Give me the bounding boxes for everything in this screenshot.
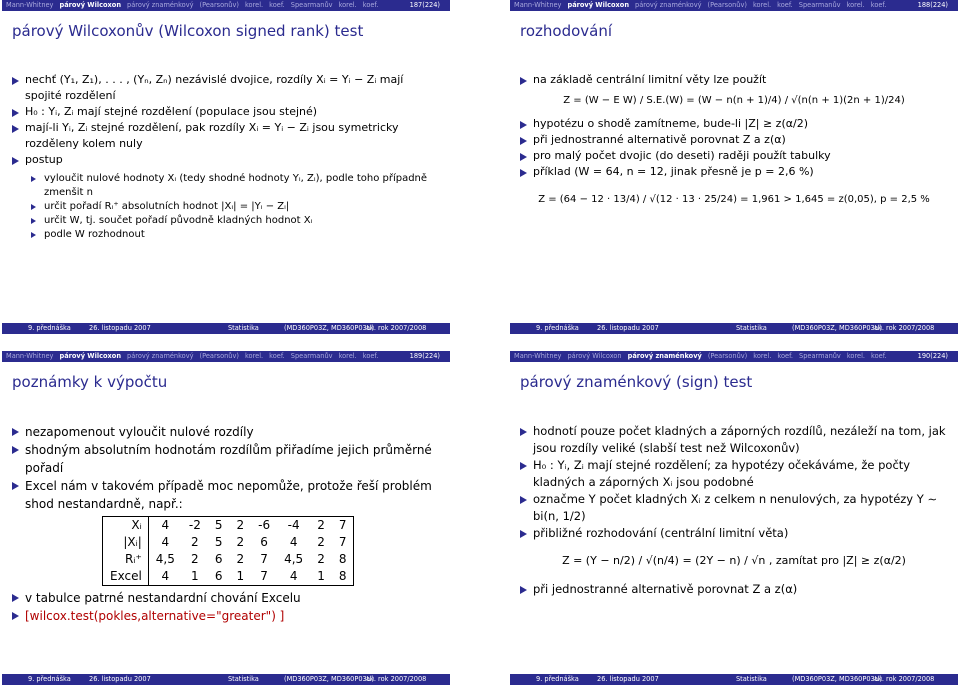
nav-item[interactable]: koef. [777, 1, 793, 9]
nav-item[interactable]: koef. [870, 1, 887, 9]
nav-item[interactable]: Spearmanův [290, 1, 333, 9]
slide-body [518, 72, 950, 215]
sub-bullet: vyloučit nulové hodnoty Xᵢ (tedy shodné hodnoty Yᵢ, Zᵢ), podle toho případně zmenšit n [29, 172, 442, 200]
nav-item[interactable]: korel. [338, 352, 357, 360]
nav-item[interactable]: koef. [362, 352, 379, 360]
table-cell: 6 [214, 552, 223, 566]
table-cell: 5 [208, 517, 230, 535]
sub-bullet: určit W, tj. součet pořadí původně kladných hodnot Xᵢ [29, 214, 442, 228]
bullet: označme Y počet kladných Xᵢ z celkem n nenulových, za hypotézy Y ∼ bi(n, 1/2) [518, 491, 950, 525]
row-header: Excel [103, 568, 149, 586]
page-number: 190(224) [917, 352, 948, 360]
formula: Z = (64 − 12 · 13/4) / √(12 · 13 · 25/24) = 1,961 > 1,645 = z(0,05), p = 2,5 % [538, 194, 930, 205]
nav-item[interactable]: koef. [269, 352, 285, 360]
footer-lecture: 9. přednáška [28, 324, 71, 332]
footer-lecture: 9. přednáška [536, 324, 579, 332]
sub-bullet: podle W rozhodnout [29, 228, 442, 242]
footer-lecture: 9. přednáška [536, 675, 579, 683]
table-cell: -4 [277, 517, 310, 535]
slide-title: párový znaménkový (sign) test [520, 373, 753, 391]
slide-body [518, 423, 950, 598]
nav-item[interactable]: Mann-Whitney [514, 352, 562, 360]
nav-item-active[interactable]: párový znaménkový [627, 352, 702, 360]
table-cell: -6 [251, 517, 277, 535]
nav-item[interactable]: Mann-Whitney [6, 1, 54, 9]
sub-list [29, 172, 442, 242]
nav-item[interactable]: korel. [244, 1, 264, 9]
slide-footer [2, 323, 450, 334]
nav-item[interactable]: (Pearsonův) [199, 352, 239, 360]
table-cell: 2 [236, 552, 245, 566]
footer-date: 26. listopadu 2007 [597, 324, 659, 332]
sub-bullet: určit pořadí Rᵢ⁺ absolutních hodnot |Xᵢ| = |Yᵢ − Zᵢ| [29, 200, 442, 214]
page-number: 189(224) [409, 352, 440, 360]
nav-item[interactable]: koef. [362, 1, 379, 9]
slide-190 [510, 351, 958, 685]
footer-codes: (MD360P03Z, MD360P03U) [284, 324, 375, 332]
slide-header [510, 0, 958, 11]
row-header: |Xᵢ| [103, 534, 149, 551]
table-cell: 5 [214, 535, 223, 549]
bullet: v tabulce patrné nestandardní chování Excelu [10, 589, 442, 607]
table-cell: 1 [230, 568, 252, 586]
nav-item[interactable]: korel. [753, 352, 772, 360]
bullet: H₀ : Yᵢ, Zᵢ mají stejné rozdělení; za hypotézy očekáváme, že počty kladných a záporných Xᵢ jsou podobné [518, 457, 950, 491]
nav-item[interactable]: párový Wilcoxon [567, 352, 622, 360]
table-cell: 2 [317, 535, 325, 549]
table-cell: 1 [182, 568, 208, 586]
nav-item-active[interactable]: párový Wilcoxon [567, 1, 630, 9]
table-row [103, 568, 354, 586]
nav-item[interactable]: koef. [871, 352, 887, 360]
table-cell: 4,5 [155, 552, 175, 566]
table-cell: 7 [260, 552, 268, 566]
table-cell: 4 [289, 535, 298, 549]
nav-item[interactable]: (Pearsonův) [707, 352, 748, 360]
nav-item[interactable]: (Pearsonův) [707, 1, 747, 9]
footer-year: ak. rok 2007/2008 [366, 675, 427, 683]
table-cell: 2 [230, 517, 252, 535]
nav-item[interactable]: korel. [338, 1, 357, 9]
bullet: pro malý počet dvojic (do deseti) raději použít tabulky [518, 148, 950, 164]
ranking-table [102, 516, 354, 586]
bullet: při jednostranné alternativě porovnat Z a z(α) [518, 581, 950, 598]
table-cell: 2 [317, 552, 325, 566]
bullet: na základě centrální limitní věty lze použít [518, 72, 950, 88]
bullet: mají-li Yᵢ, Zᵢ stejné rozdělení, pak rozdíly Xᵢ = Yᵢ − Zᵢ jsou symetricky rozděleny kolem nuly [10, 120, 442, 152]
formula: Z = (Y − n/2) / √(n/4) = (2Y − n) / √n , zamítat pro |Z| ≥ z(α/2) [562, 554, 906, 567]
table-cell: 2 [191, 535, 199, 549]
table-cell: 1 [310, 568, 332, 586]
nav-item[interactable]: Spearmanův [799, 352, 841, 360]
slide-header [510, 351, 958, 362]
table-cell: 4 [148, 517, 182, 535]
bullet: hypotézu o shodě zamítneme, bude-li |Z| ≥ z(α/2) [518, 116, 950, 132]
table-cell: 4 [277, 568, 310, 586]
table-cell: 4,5 [284, 552, 304, 566]
slide-188 [510, 0, 958, 334]
bullet: H₀ : Yᵢ, Zᵢ mají stejné rozdělení (populace jsou stejné) [10, 104, 442, 120]
nav-item[interactable]: Mann-Whitney [514, 1, 562, 9]
nav-item[interactable]: korel. [846, 352, 866, 360]
footer-date: 26. listopadu 2007 [89, 675, 151, 683]
nav-item[interactable]: párový znaménkový [127, 352, 194, 360]
bullet: přibližné rozhodování (centrální limitní věta) [518, 525, 950, 542]
bullet: Excel nám v takovém případě moc nepomůže, protože řeší problém shod nestandardně, např.: [10, 477, 442, 513]
table-cell: 8 [332, 568, 354, 586]
table-cell: 4 [148, 568, 182, 586]
table-cell: 8 [332, 551, 354, 568]
footer-course: Statistika [228, 675, 259, 683]
nav-item[interactable]: (Pearsonův) [199, 1, 239, 9]
table-cell: 2 [191, 552, 199, 566]
slide-footer [510, 323, 958, 334]
formula: Z = (W − E W) / S.E.(W) = (W − n(n + 1)/4) / √(n(n + 1)(2n + 1)/24) [563, 95, 905, 106]
bullet: nezapomenout vyloučit nulové rozdíly [10, 423, 442, 441]
slide-footer [2, 674, 450, 685]
footer-course: Statistika [228, 324, 259, 332]
bullet: příklad (W = 64, n = 12, jinak přesně je p = 2,6 %) [518, 164, 950, 180]
footer-year: ak. rok 2007/2008 [366, 324, 427, 332]
slide-body [10, 423, 442, 625]
slide-footer [510, 674, 958, 685]
table-cell: 7 [332, 517, 354, 535]
table-row [103, 517, 354, 535]
bullet-text: postup [25, 153, 63, 166]
slide-187 [2, 0, 450, 334]
nav-item[interactable]: korel. [846, 1, 865, 9]
slide-title: párový Wilcoxonův (Wilcoxon signed rank) test [12, 22, 364, 40]
footer-year: ak. rok 2007/2008 [874, 324, 935, 332]
bullet-r-command: [wilcox.test(pokles,alternative="greater") ] [10, 607, 442, 625]
slide-body [10, 72, 442, 242]
nav-item[interactable]: párový znaménkový [127, 1, 194, 9]
footer-codes: (MD360P03Z, MD360P03U) [284, 675, 375, 683]
nav-item-active[interactable]: párový Wilcoxon [59, 352, 122, 360]
nav-item[interactable]: Mann-Whitney [6, 352, 54, 360]
footer-lecture: 9. přednáška [28, 675, 71, 683]
nav-item[interactable]: korel. [752, 1, 772, 9]
slide-title: poznámky k výpočtu [12, 373, 168, 391]
nav-item-active[interactable]: párový Wilcoxon [59, 1, 122, 9]
table-row [103, 534, 354, 551]
nav-item[interactable]: korel. [244, 352, 264, 360]
nav-item[interactable]: koef. [777, 352, 794, 360]
nav-item[interactable]: Spearmanův [290, 352, 333, 360]
nav-item[interactable]: koef. [269, 1, 285, 9]
bullet: při jednostranné alternativě porovnat Z a z(α) [518, 132, 950, 148]
footer-course: Statistika [736, 675, 767, 683]
bullet: shodným absolutním hodnotám rozdílům přiřadíme jejich průměrné pořadí [10, 441, 442, 477]
footer-date: 26. listopadu 2007 [89, 324, 151, 332]
table-cell: -2 [182, 517, 208, 535]
row-header: Rᵢ⁺ [103, 551, 149, 568]
footer-date: 26. listopadu 2007 [597, 675, 659, 683]
table-row [103, 551, 354, 568]
row-header: Xᵢ [103, 517, 149, 535]
bullet: nechť (Y₁, Z₁), . . . , (Yₙ, Zₙ) nezávislé dvojice, rozdíly Xᵢ = Yᵢ − Zᵢ mají spojité rozdělení [10, 72, 442, 104]
table-cell: 2 [236, 535, 245, 549]
table-cell: 6 [260, 535, 268, 549]
footer-year: ak. rok 2007/2008 [874, 675, 935, 683]
footer-codes: (MD360P03Z, MD360P03U) [792, 324, 883, 332]
slide-title: rozhodování [520, 22, 613, 40]
footer-codes: (MD360P03Z, MD360P03U) [792, 675, 883, 683]
slide-189 [2, 351, 450, 685]
slide-header [2, 0, 450, 11]
bullet: hodnotí pouze počet kladných a záporných rozdílů, nezáleží na tom, jak jsou rozdíly veliké (slabší test než Wilcoxonův) [518, 423, 950, 457]
table-cell: 7 [251, 568, 277, 586]
table-cell: 7 [332, 534, 354, 551]
page-number: 187(224) [409, 1, 440, 9]
page-number: 188(224) [917, 1, 948, 9]
slide-header [2, 351, 450, 362]
table-cell: 6 [208, 568, 230, 586]
footer-course: Statistika [736, 324, 767, 332]
bullet [10, 152, 442, 242]
table-cell: 4 [161, 535, 170, 549]
table-cell: 2 [310, 517, 332, 535]
nav-item[interactable]: párový znaménkový [635, 1, 702, 9]
nav-item[interactable]: Spearmanův [798, 1, 841, 9]
